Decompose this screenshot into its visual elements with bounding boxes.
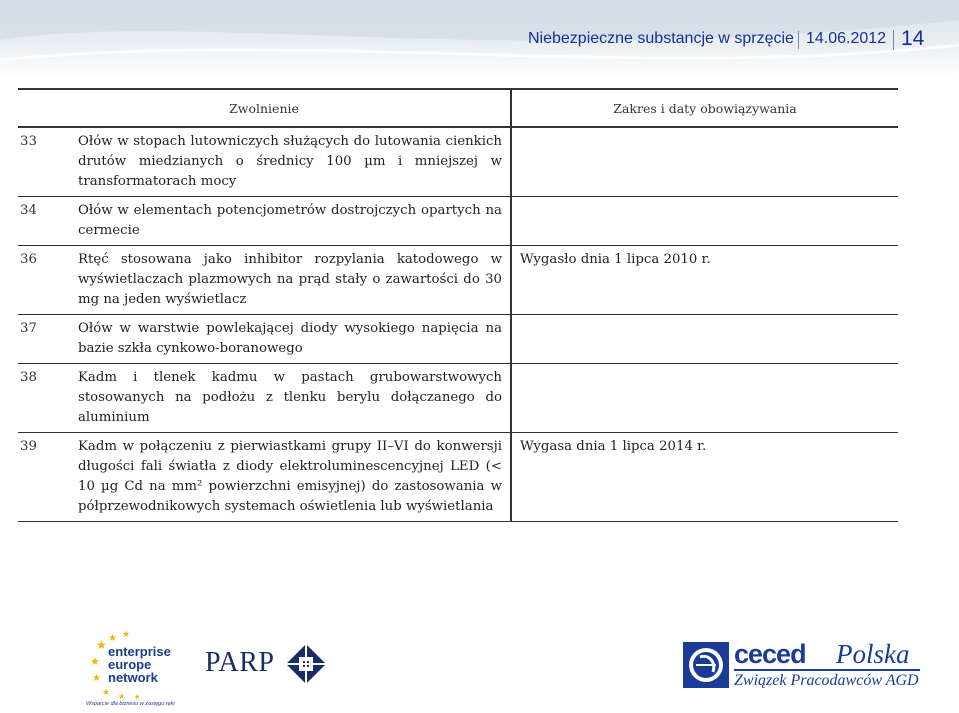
een-tagline: Wsparcie dla biznesu w zasięgu ręki (86, 701, 175, 707)
svg-text:★: ★ (118, 692, 126, 701)
page-number: 14 (901, 27, 925, 50)
een-word-europe: europe (108, 657, 152, 672)
table-row (18, 364, 898, 433)
row-exemption-text: Ołów w elementach potencjometrów dostrojczych opartych na cermecie (70, 197, 511, 246)
svg-text:★: ★ (92, 673, 101, 684)
title-date-separator (798, 31, 799, 49)
svg-text:★: ★ (108, 633, 117, 644)
svg-text:★: ★ (134, 694, 141, 701)
row-exemption-text: Rtęć stosowana jako inhibitor rozpylania katodowego w wyświetlaczach plazmowych na prąd stały o zawartości do 30 mg na jeden wyświetlacz (70, 246, 511, 315)
table-row (18, 197, 898, 246)
parp-wordmark: PARP (205, 647, 275, 678)
ceced-subtitle: Związek Pracodawców AGD (734, 672, 919, 689)
enterprise-europe-network-logo (88, 631, 178, 709)
svg-text:★: ★ (90, 656, 100, 668)
row-scope-text: Wygasło dnia 1 lipca 2010 r. (511, 246, 898, 315)
exemptions-table (18, 88, 898, 522)
table-row (18, 127, 898, 197)
footer-logos (0, 615, 959, 713)
row-exemption-text: Kadm i tlenek kadmu w pastach grubowarstwowych stosowanych na podłożu z tlenku berylu dołączanego do aluminium (70, 364, 511, 433)
slide-date-text: 14.06.2012 (806, 30, 887, 47)
slide-title (528, 30, 794, 48)
table-row (18, 315, 898, 364)
row-exemption-text: Ołów w stopach lutowniczych służących do lutowania cienkich drutów miedzianych o średnicy 100 µm i mniejszej w transformatorach mocy (70, 127, 511, 197)
ceced-wordmark: ceced (734, 639, 806, 669)
svg-text:★: ★ (96, 638, 107, 652)
table-row (18, 433, 898, 522)
row-scope-text (511, 315, 898, 364)
ceced-underline (734, 669, 920, 671)
row-number: 33 (18, 127, 70, 197)
row-number: 37 (18, 315, 70, 364)
exemptions-table-image (18, 88, 898, 612)
row-number: 39 (18, 433, 70, 522)
row-number: 38 (18, 364, 70, 433)
een-word-network: network (108, 670, 158, 685)
slide-title-text: Niebezpieczne substancje w sprzęcie (528, 30, 794, 47)
een-word-enterprise: enterprise (108, 644, 171, 659)
svg-text:★: ★ (122, 631, 131, 639)
een-wordmark (108, 645, 171, 684)
parp-diamond-icon (284, 642, 328, 686)
row-scope-text (511, 197, 898, 246)
slide-date (806, 30, 886, 48)
row-exemption-text: Ołów w warstwie powlekającej diody wysokiego napięcia na bazie szkła cynkowo-boranowego (70, 315, 511, 364)
svg-text:★: ★ (102, 687, 111, 697)
row-exemption-text: Kadm w połączeniu z pierwiastkami grupy II–VI do konwersji długości fali światła z diody elektroluminescencyjnej LED (< 10 µg Cd na mm² powierzchni emisyjnej) do zastosowania w półprzewodnikowych systemach oświetlenia lub wyświetlania (70, 433, 511, 522)
table-row (18, 246, 898, 315)
table-header-row (18, 89, 898, 127)
ceced-polska-wordmark: Polska (836, 639, 910, 669)
row-scope-text (511, 364, 898, 433)
date-page-separator (893, 30, 894, 50)
column-header-exemption: Zwolnienie (18, 89, 511, 127)
ceced-globe-icon (683, 642, 729, 688)
row-scope-text: Wygasa dnia 1 lipca 2014 r. (511, 433, 898, 522)
row-number: 36 (18, 246, 70, 315)
row-scope-text (511, 127, 898, 197)
header-divider (0, 77, 959, 79)
column-header-scope: Zakres i daty obowiązywania (511, 89, 898, 127)
row-number: 34 (18, 197, 70, 246)
